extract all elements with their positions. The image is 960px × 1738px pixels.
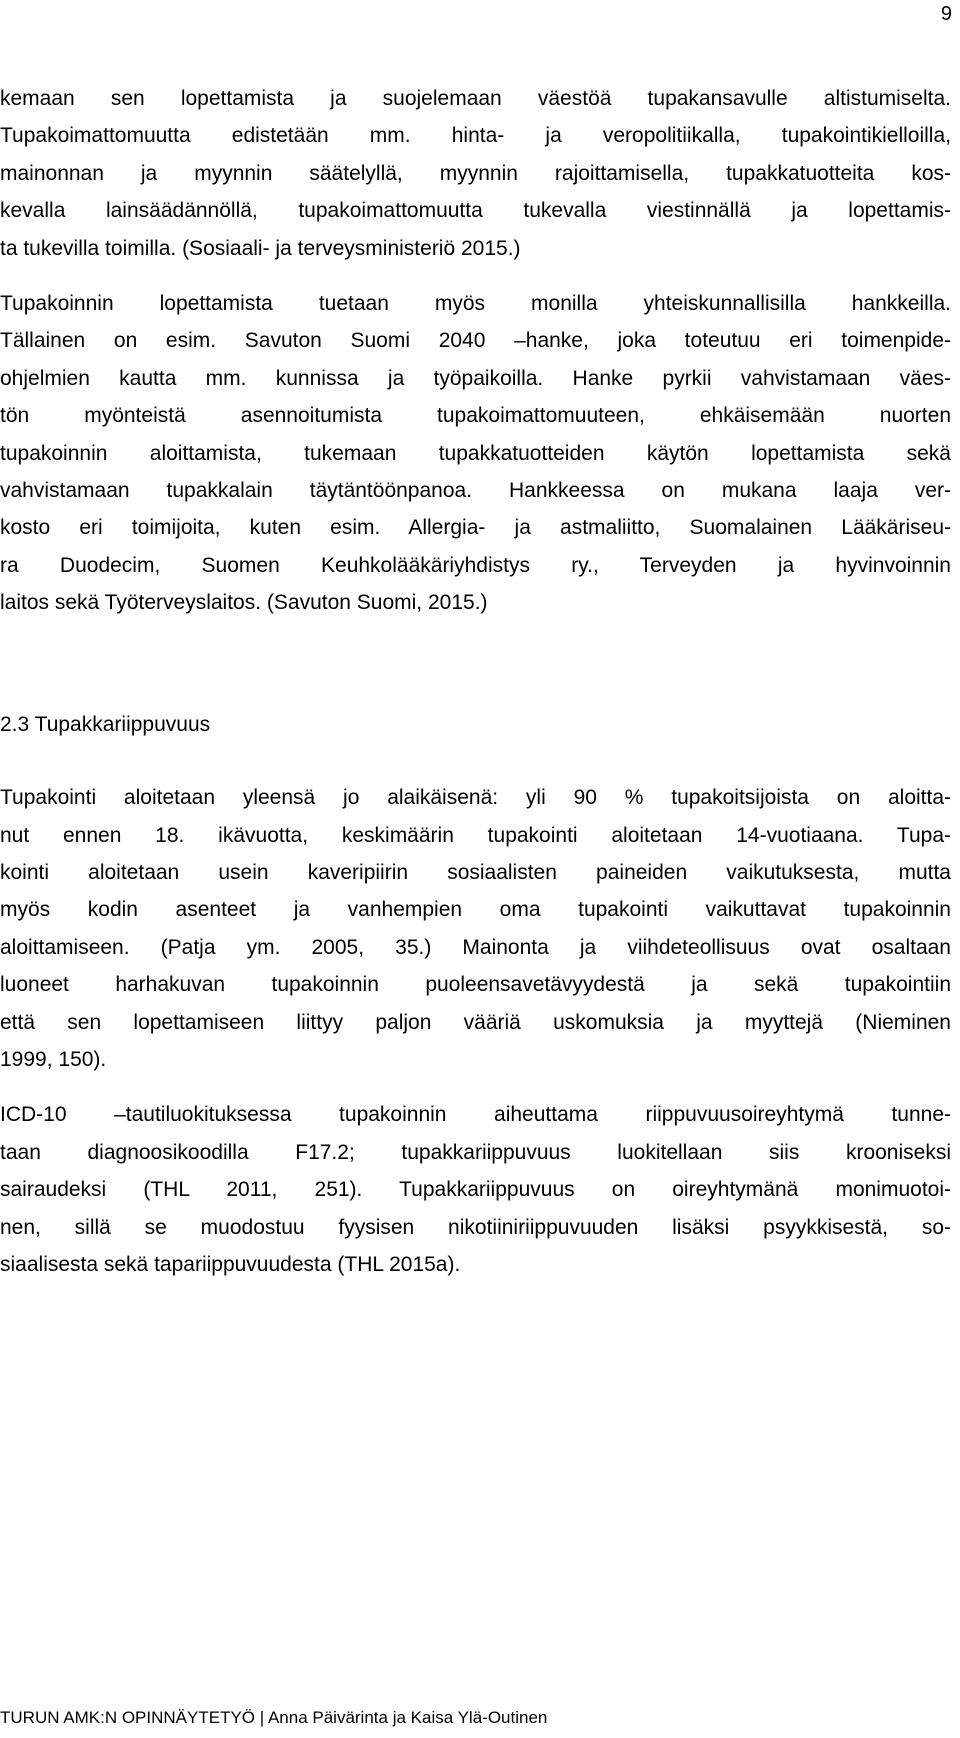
text-line: laitos sekä Työterveyslaitos. (Savuton Suomi, 2015.) <box>0 591 488 615</box>
section-heading: 2.3 Tupakkariippuvuus <box>0 712 211 736</box>
text-line: myös kodin asenteet ja vanhempien oma tupakointi vaikuttavat tupakoinnin <box>0 898 951 922</box>
text-line: ohjelmien kautta mm. kunnissa ja työpaikoilla. Hanke pyrkii vahvistamaan väes- <box>0 366 951 390</box>
text-line: taan diagnoosikoodilla F17.2; tupakkariippuvuus luokitellaan siis krooniseksi <box>0 1140 951 1164</box>
text-line: kosto eri toimijoita, kuten esim. Allergia- ja astmaliitto, Suomalainen Lääkäriseu- <box>0 516 951 540</box>
text-line: sairaudeksi (THL 2011, 251). Tupakkariippuvuus on oireyhtymänä monimuotoi- <box>0 1178 951 1202</box>
text-line: nut ennen 18. ikävuotta, keskimäärin tupakointi aloitetaan 14-vuotiaana. Tupa- <box>0 823 951 847</box>
text-line: ta tukevilla toimilla. (Sosiaali- ja terveysministeriö 2015.) <box>0 236 521 260</box>
text-line: aloittamiseen. (Patja ym. 2005, 35.) Mainonta ja viihdeteollisuus ovat osaltaan <box>0 935 951 959</box>
paragraph-smoking-onset <box>0 779 951 1078</box>
text-line: nen, sillä se muodostuu fyysisen nikotiiniriippuvuuden lisäksi psyykkisestä, so- <box>0 1215 951 1239</box>
paragraph-savuton-suomi <box>0 285 951 622</box>
text-line: mainonnan ja myynnin säätelyllä, myynnin rajoittamisella, tupakkatuotteita kos- <box>0 161 951 185</box>
text-line: tupakoinnin aloittamista, tukemaan tupakkatuotteiden käytön lopettamista sekä <box>0 441 951 465</box>
text-line: ra Duodecim, Suomen Keuhkolääkäriyhdistys ry., Terveyden ja hyvinvoinnin <box>0 553 951 577</box>
text-line: tön myönteistä asennoitumista tupakoimattomuuteen, ehkäisemään nuorten <box>0 404 951 428</box>
text-line: luoneet harhakuvan tupakoinnin puoleensavetävyydestä ja sekä tupakointiin <box>0 973 951 997</box>
text-line: Tupakoimattomuutta edistetään mm. hinta- ja veropolitiikalla, tupakointikielloilla, <box>0 124 951 148</box>
paragraph-icd10 <box>0 1096 951 1283</box>
text-line: kointi aloitetaan usein kaveripiirin sosiaalisten paineiden vaikutuksesta, mutta <box>0 860 951 884</box>
page-number: 9 <box>940 3 952 25</box>
text-line: kemaan sen lopettamista ja suojelemaan väestöä tupakansavulle altistumiselta. <box>0 87 951 110</box>
text-line: 1999, 150). <box>0 1047 107 1071</box>
text-line: ICD-10 –tautiluokituksessa tupakoinnin aiheuttama riippuvuusoireyhtymä tunne- <box>0 1103 951 1127</box>
text-line: Tupakointi aloitetaan yleensä jo alaikäisenä: yli 90 % tupakoitsijoista on aloitta- <box>0 786 951 810</box>
text-line: että sen lopettamiseen liittyy paljon vääriä uskomuksia ja myyttejä (Nieminen <box>0 1010 951 1034</box>
text-line: Tällainen on esim. Savuton Suomi 2040 –hanke, joka toteutuu eri toimenpide- <box>0 329 951 353</box>
paragraph-smoke-free-policy <box>0 80 951 267</box>
page-footer: TURUN AMK:N OPINNÄYTETYÖ | Anna Päivärinta ja Kaisa Ylä-Outinen <box>0 1708 548 1727</box>
document-body <box>0 80 951 1283</box>
text-line: kevalla lainsäädännöllä, tupakoimattomuutta tukevalla viestinnällä ja lopettamis- <box>0 199 951 223</box>
text-line: siaalisesta sekä tapariippuvuudesta (THL 2015a). <box>0 1252 461 1276</box>
text-line: Tupakoinnin lopettamista tuetaan myös monilla yhteiskunnallisilla hankkeilla. <box>0 292 951 316</box>
text-line: vahvistamaan tupakkalain täytäntöönpanoa. Hankkeessa on mukana laaja ver- <box>0 479 951 503</box>
